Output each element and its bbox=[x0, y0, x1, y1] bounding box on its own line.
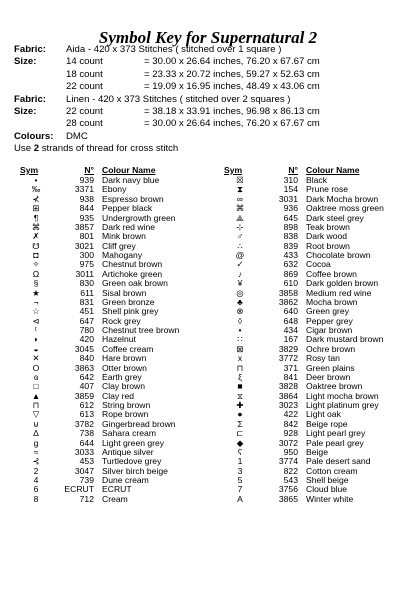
dmc-number-cell: 3031 bbox=[278, 193, 298, 204]
dmc-number-cell: 841 bbox=[283, 371, 298, 382]
symbol-cell: Ω bbox=[32, 268, 40, 279]
dmc-number-cell: 644 bbox=[79, 437, 94, 448]
colour-name-cell: Teak brown bbox=[306, 221, 350, 232]
fabric-label: Fabric: bbox=[14, 44, 46, 55]
symbol-cell: ⌘ bbox=[235, 203, 245, 214]
colour-name-cell: Hare brown bbox=[102, 353, 147, 364]
symbol-cell: ∆ bbox=[33, 428, 39, 439]
symbol-cell: ‰ bbox=[31, 184, 41, 195]
strands-suffix: strands of thread for cross stitch bbox=[41, 143, 179, 155]
dmc-number-cell: 844 bbox=[79, 203, 94, 214]
colour-name-cell: Coffee cream bbox=[102, 343, 154, 354]
table-row bbox=[14, 495, 212, 504]
symbol-cell: Ο bbox=[32, 362, 40, 373]
dmc-number-cell: 712 bbox=[79, 493, 94, 504]
symbol-cell: ⊰ bbox=[32, 456, 40, 467]
dmc-number-cell: 422 bbox=[283, 409, 298, 420]
colour-name-cell: Dark mustard brown bbox=[306, 334, 384, 345]
dmc-number-cell: 3865 bbox=[278, 493, 298, 504]
colour-name-cell: Medium red wine bbox=[306, 287, 372, 298]
symbol-cell: ∷ bbox=[237, 334, 243, 345]
symbol-cell: ¥ bbox=[237, 278, 243, 289]
dmc-number-cell: 935 bbox=[79, 212, 94, 223]
dmc-number-cell: 154 bbox=[283, 184, 298, 195]
colour-name-cell: Green oak brown bbox=[102, 278, 168, 289]
dmc-number-cell: 3862 bbox=[278, 296, 298, 307]
symbol-cell: ⌘ bbox=[31, 221, 41, 232]
symbol-cell: ✗ bbox=[32, 231, 40, 242]
colour-name-cell: Shell pink grey bbox=[102, 306, 159, 317]
symbol-cell: ∞ bbox=[236, 193, 244, 204]
dmc-number-cell: 433 bbox=[283, 250, 298, 260]
dmc-number-cell: 640 bbox=[283, 306, 298, 317]
symbol-cell: ⊠ bbox=[236, 343, 244, 354]
symbol-cell: ⊀ bbox=[32, 193, 40, 204]
colour-name-cell: Cliff grey bbox=[102, 240, 136, 251]
dmc-number-cell: 642 bbox=[79, 371, 94, 382]
dmc-number-cell: 647 bbox=[79, 315, 94, 326]
symbol-cell: ⊍ bbox=[32, 418, 40, 429]
count-label: 14 count bbox=[66, 56, 103, 68]
dmc-number-cell: 648 bbox=[283, 315, 298, 326]
size-row bbox=[14, 118, 409, 130]
symbol-cell: ■ bbox=[237, 381, 243, 392]
symbol-cell: 8 bbox=[33, 493, 39, 504]
dmc-number-cell: 3011 bbox=[75, 268, 94, 279]
fabric-label: Fabric: bbox=[14, 93, 46, 105]
colour-name-cell: Sahara cream bbox=[102, 428, 156, 439]
symbol-cell: ◆ bbox=[236, 437, 244, 448]
symbol-cell: ᵗ bbox=[35, 325, 37, 335]
symbol-cell: ⧗ bbox=[236, 184, 244, 195]
colour-name-cell: Mocha brown bbox=[306, 296, 358, 307]
symbol-cell: ● bbox=[237, 409, 243, 420]
dmc-number-cell: 434 bbox=[283, 325, 298, 335]
dmc-number-cell: 3782 bbox=[74, 418, 94, 429]
symbol-table-right bbox=[218, 164, 416, 504]
dmc-number-cell: 543 bbox=[283, 475, 298, 485]
header-colour-name: Colour Name bbox=[306, 165, 360, 175]
table-body bbox=[14, 176, 212, 504]
symbol-cell: ξ bbox=[238, 371, 242, 382]
symbol-cell: ♣ bbox=[237, 296, 243, 307]
dmc-number-cell: 420 bbox=[79, 334, 94, 345]
symbol-cell: ◒ bbox=[33, 343, 39, 354]
colour-name-cell: Dark red wine bbox=[102, 221, 156, 232]
colour-name-cell: Dark steel grey bbox=[306, 212, 364, 223]
symbol-cell: ☆ bbox=[32, 306, 40, 317]
colours-row bbox=[14, 131, 409, 143]
size-value: = 30.00 x 26.64 inches, 76.20 x 67.67 cm bbox=[144, 118, 320, 130]
dmc-number-cell: 830 bbox=[79, 278, 94, 289]
fabric-linen-row bbox=[14, 94, 409, 106]
size-label: Size: bbox=[14, 56, 37, 68]
symbol-cell: ◗ bbox=[33, 334, 39, 345]
colour-name-cell: String brown bbox=[102, 400, 151, 410]
dmc-number-cell: 610 bbox=[283, 278, 298, 289]
colour-name-cell: Mahogany bbox=[102, 250, 143, 260]
colour-name-cell: Beige rope bbox=[306, 418, 348, 429]
symbol-cell: ⊗ bbox=[236, 306, 244, 317]
colour-name-cell: Coffee brown bbox=[306, 268, 357, 279]
dmc-number-cell: 831 bbox=[79, 296, 94, 307]
colour-name-cell: Dark navy blue bbox=[102, 175, 160, 185]
dmc-number-cell: 3859 bbox=[74, 390, 94, 401]
colour-name-cell: Green bronze bbox=[102, 296, 155, 307]
dmc-number-cell: 645 bbox=[283, 212, 298, 223]
colour-name-cell: Black bbox=[306, 175, 328, 185]
count-label: 22 count bbox=[66, 81, 103, 93]
dmc-number-cell: 3774 bbox=[278, 456, 298, 467]
dmc-number-cell: 3828 bbox=[278, 381, 298, 392]
dmc-number-cell: 632 bbox=[283, 259, 298, 270]
symbol-cell: ☋ bbox=[32, 240, 40, 251]
colour-name-cell: Beige bbox=[306, 446, 328, 457]
colour-name-cell: Otter brown bbox=[102, 362, 147, 373]
symbol-cell: ◎ bbox=[236, 287, 244, 298]
symbol-cell: ☒ bbox=[236, 175, 244, 185]
fabric-info bbox=[14, 44, 409, 156]
dmc-number-cell: 453 bbox=[79, 456, 94, 467]
dmc-number-cell: 839 bbox=[283, 240, 298, 251]
dmc-number-cell: 869 bbox=[283, 268, 298, 279]
count-label: 28 count bbox=[66, 118, 103, 130]
count-label: 18 count bbox=[66, 68, 103, 80]
symbol-cell: ◊ bbox=[237, 315, 243, 326]
colour-name-cell: Chestnut tree brown bbox=[102, 325, 180, 335]
colour-name-cell: Dark golden brown bbox=[306, 278, 379, 289]
colour-name-cell: Rock grey bbox=[102, 315, 141, 326]
dmc-number-cell: 842 bbox=[283, 418, 298, 429]
dmc-number-cell: 3033 bbox=[74, 446, 94, 457]
symbol-cell: ∴ bbox=[237, 240, 243, 251]
header-sym: Sym bbox=[224, 165, 243, 175]
colour-name-cell: Oaktree moss green bbox=[306, 203, 384, 214]
header-number: N° bbox=[84, 165, 94, 175]
symbol-cell: ★ bbox=[32, 287, 40, 298]
symbol-cell: ⊏ bbox=[236, 428, 244, 439]
dmc-number-cell: 936 bbox=[283, 203, 298, 214]
size-value: = 23.33 x 20.72 inches, 59.27 x 52.63 cm bbox=[144, 68, 320, 80]
header-sym: Sym bbox=[20, 165, 39, 175]
colour-name-cell: Turtledove grey bbox=[102, 456, 162, 467]
colour-name-cell: Light green grey bbox=[102, 437, 165, 448]
dmc-number-cell: 611 bbox=[80, 287, 94, 298]
strands-count: 2 bbox=[33, 143, 40, 155]
size-row bbox=[14, 81, 409, 93]
symbol-cell: @ bbox=[235, 250, 245, 260]
symbol-cell: ♂ bbox=[236, 231, 244, 242]
symbol-cell: 6 bbox=[33, 484, 39, 495]
dmc-number-cell: 3863 bbox=[74, 362, 94, 373]
table-body bbox=[218, 176, 416, 504]
symbol-cell: • bbox=[34, 175, 38, 185]
dmc-number-cell: 3858 bbox=[278, 287, 298, 298]
dmc-number-cell: 451 bbox=[79, 306, 94, 317]
colour-name-cell: Dark wood bbox=[306, 231, 348, 242]
dmc-number-cell: 939 bbox=[79, 175, 94, 185]
colour-name-cell: Rope brown bbox=[102, 409, 149, 420]
colour-name-cell: Clay brown bbox=[102, 381, 145, 392]
colours-value: DMC bbox=[66, 130, 88, 142]
dmc-number-cell: 3829 bbox=[278, 343, 298, 354]
symbol-cell: ♪ bbox=[237, 268, 243, 279]
colour-name-cell: Prune rose bbox=[306, 184, 349, 195]
symbol-cell: § bbox=[33, 278, 39, 289]
count-label: 22 count bbox=[66, 106, 103, 118]
dmc-number-cell: ECRUT bbox=[64, 484, 94, 495]
symbol-cell: 5 bbox=[237, 475, 243, 485]
symbol-cell: ¬ bbox=[33, 296, 39, 307]
dmc-number-cell: 3023 bbox=[278, 400, 298, 410]
symbol-cell: ʕ bbox=[237, 446, 243, 457]
dmc-number-cell: 300 bbox=[79, 250, 94, 260]
colour-name-cell: Dune cream bbox=[102, 475, 149, 485]
symbol-cell: 7 bbox=[237, 484, 243, 495]
colour-name-cell: Chestnut brown bbox=[102, 259, 163, 270]
symbol-cell: x bbox=[237, 353, 243, 364]
colour-name-cell: Pepper grey bbox=[306, 315, 353, 326]
symbol-table-left bbox=[14, 164, 212, 504]
dmc-number-cell: 738 bbox=[79, 428, 94, 439]
colour-name-cell: Pale desert sand bbox=[306, 456, 371, 467]
size-row bbox=[14, 69, 409, 81]
colour-name-cell: Rosy tan bbox=[306, 353, 340, 364]
dmc-number-cell: 3045 bbox=[74, 343, 94, 354]
strands-note bbox=[14, 143, 409, 155]
symbol-cell: ✚ bbox=[236, 400, 244, 410]
colour-name-cell: Artichoke green bbox=[102, 268, 163, 279]
colour-name-cell: Root brown bbox=[306, 240, 350, 251]
size-value: = 30.00 x 26.64 inches, 76.20 x 67.67 cm bbox=[144, 56, 320, 68]
symbol-cell: 2 bbox=[33, 465, 39, 476]
dmc-number-cell: 167 bbox=[283, 334, 298, 345]
dmc-number-cell: 3021 bbox=[74, 240, 94, 251]
dmc-number-cell: 975 bbox=[79, 259, 94, 270]
colour-name-cell: Silver birch beige bbox=[102, 465, 168, 476]
dmc-number-cell: 928 bbox=[283, 428, 298, 439]
colour-name-cell: Ochre brown bbox=[306, 343, 356, 354]
dmc-number-cell: 898 bbox=[283, 221, 298, 232]
dmc-number-cell: 612 bbox=[79, 400, 94, 410]
symbol-cell: g bbox=[33, 437, 39, 448]
dmc-number-cell: 310 bbox=[283, 175, 298, 185]
symbol-cell: A bbox=[237, 493, 243, 504]
symbol-cell: ✓ bbox=[236, 259, 244, 270]
colours-label: Colours: bbox=[14, 130, 54, 142]
dmc-number-cell: 3772 bbox=[278, 353, 298, 364]
colour-name-cell: Light oak bbox=[306, 409, 341, 420]
dmc-number-cell: 3072 bbox=[278, 437, 298, 448]
symbol-cell: ▲ bbox=[31, 390, 41, 401]
dmc-number-cell: 838 bbox=[283, 231, 298, 242]
colour-name-cell: Cream bbox=[102, 493, 128, 504]
colour-name-cell: Earth grey bbox=[102, 371, 142, 382]
colour-name-cell: Cocoa bbox=[306, 259, 331, 270]
symbol-cell: ¶ bbox=[33, 212, 39, 223]
symbol-cell: 1 bbox=[237, 456, 243, 467]
dmc-number-cell: 938 bbox=[79, 193, 94, 204]
symbol-cell: ⊓ bbox=[32, 400, 40, 410]
colour-name-cell: ECRUT bbox=[102, 484, 132, 495]
symbol-cell: ⊲ bbox=[32, 315, 40, 326]
dmc-number-cell: 739 bbox=[79, 475, 94, 485]
dmc-number-cell: 801 bbox=[79, 231, 94, 242]
colour-name-cell: Ebony bbox=[102, 184, 127, 195]
symbol-cell: ⊹ bbox=[236, 221, 244, 232]
header-number: N° bbox=[288, 165, 298, 175]
dmc-number-cell: 3857 bbox=[74, 221, 94, 232]
colour-name-cell: Gingerbread brown bbox=[102, 418, 176, 429]
symbol-cell: ✧ bbox=[32, 259, 40, 270]
symbol-cell: ≈ bbox=[33, 446, 39, 457]
size-row bbox=[14, 106, 409, 118]
symbol-cell: ɞ bbox=[33, 371, 39, 382]
colour-name-cell: Shell beige bbox=[306, 475, 349, 485]
symbol-cell: ▽ bbox=[32, 409, 40, 420]
dmc-number-cell: 3047 bbox=[74, 465, 94, 476]
dmc-number-cell: 840 bbox=[79, 353, 94, 364]
colour-name-cell: Green grey bbox=[306, 306, 349, 317]
colour-name-cell: Light platinum grey bbox=[306, 400, 379, 410]
size-label: Size: bbox=[14, 106, 37, 118]
symbol-cell: ⊓ bbox=[236, 362, 244, 373]
colour-name-cell: Antique silver bbox=[102, 446, 154, 457]
colour-name-cell: Light pearl grey bbox=[306, 428, 366, 439]
table-row bbox=[218, 495, 416, 504]
colour-name-cell: Dark Mocha brown bbox=[306, 193, 379, 204]
dmc-number-cell: 3371 bbox=[74, 184, 94, 195]
dmc-number-cell: 371 bbox=[283, 362, 298, 373]
colour-name-cell: Light mocha brown bbox=[306, 390, 379, 401]
fabric-aida-row bbox=[14, 44, 409, 56]
colour-name-cell: Clay red bbox=[102, 390, 134, 401]
dmc-number-cell: 3756 bbox=[278, 484, 298, 495]
colour-name-cell: Pale pearl grey bbox=[306, 437, 364, 448]
colour-name-cell: Cigar brown bbox=[306, 325, 353, 335]
header-colour-name: Colour Name bbox=[102, 165, 156, 175]
symbol-cell: Σ bbox=[237, 418, 243, 429]
colour-name-cell: Chocolate brown bbox=[306, 250, 371, 260]
colour-name-cell: Mink brown bbox=[102, 231, 146, 242]
symbol-cell: ◘ bbox=[33, 250, 39, 260]
symbol-cell: 3 bbox=[237, 465, 243, 476]
colour-name-cell: Deer brown bbox=[306, 371, 351, 382]
dmc-number-cell: 950 bbox=[283, 446, 298, 457]
page-title: Symbol Key for Supernatural 2 bbox=[98, 28, 318, 47]
colour-name-cell: Pepper black bbox=[102, 203, 153, 214]
strands-prefix: Use bbox=[14, 143, 32, 155]
colour-name-cell: Espresso brown bbox=[102, 193, 164, 204]
colour-name-cell: Winter white bbox=[306, 493, 354, 504]
fabric-value: Aida - 420 x 373 Stitches ( stitched over 1 square ) bbox=[66, 44, 282, 55]
symbol-cell: ⊞ bbox=[32, 203, 40, 214]
dmc-number-cell: 3864 bbox=[278, 390, 298, 401]
colour-name-cell: Sisal brown bbox=[102, 287, 147, 298]
dmc-number-cell: 780 bbox=[79, 325, 94, 335]
fabric-value: Linen - 420 x 373 Stitches ( stitched over 2 squares ) bbox=[66, 93, 291, 105]
colour-name-cell: Undergrowth green bbox=[102, 212, 176, 223]
colour-name-cell: Oaktree brown bbox=[306, 381, 363, 392]
symbol-cell: • bbox=[238, 325, 242, 335]
symbol-cell: ⧖ bbox=[236, 390, 244, 401]
colour-name-cell: Green plains bbox=[306, 362, 355, 373]
colour-name-cell: Cotton cream bbox=[306, 465, 358, 476]
dmc-number-cell: 822 bbox=[283, 465, 298, 476]
size-value: = 38.18 x 33.91 inches, 96.98 x 86.13 cm bbox=[144, 106, 320, 118]
colour-name-cell: Cloud blue bbox=[306, 484, 348, 495]
colour-name-cell: Hazelnut bbox=[102, 334, 136, 345]
symbol-cell: ✕ bbox=[32, 353, 40, 364]
size-value: = 19.09 x 16.95 inches, 48.49 x 43.06 cm bbox=[144, 81, 320, 93]
dmc-number-cell: 613 bbox=[79, 409, 94, 420]
symbol-cell: ⟁ bbox=[236, 212, 244, 223]
symbol-cell: 4 bbox=[33, 475, 39, 485]
dmc-number-cell: 407 bbox=[79, 381, 94, 392]
size-row bbox=[14, 56, 409, 68]
symbol-cell: □ bbox=[33, 381, 39, 392]
